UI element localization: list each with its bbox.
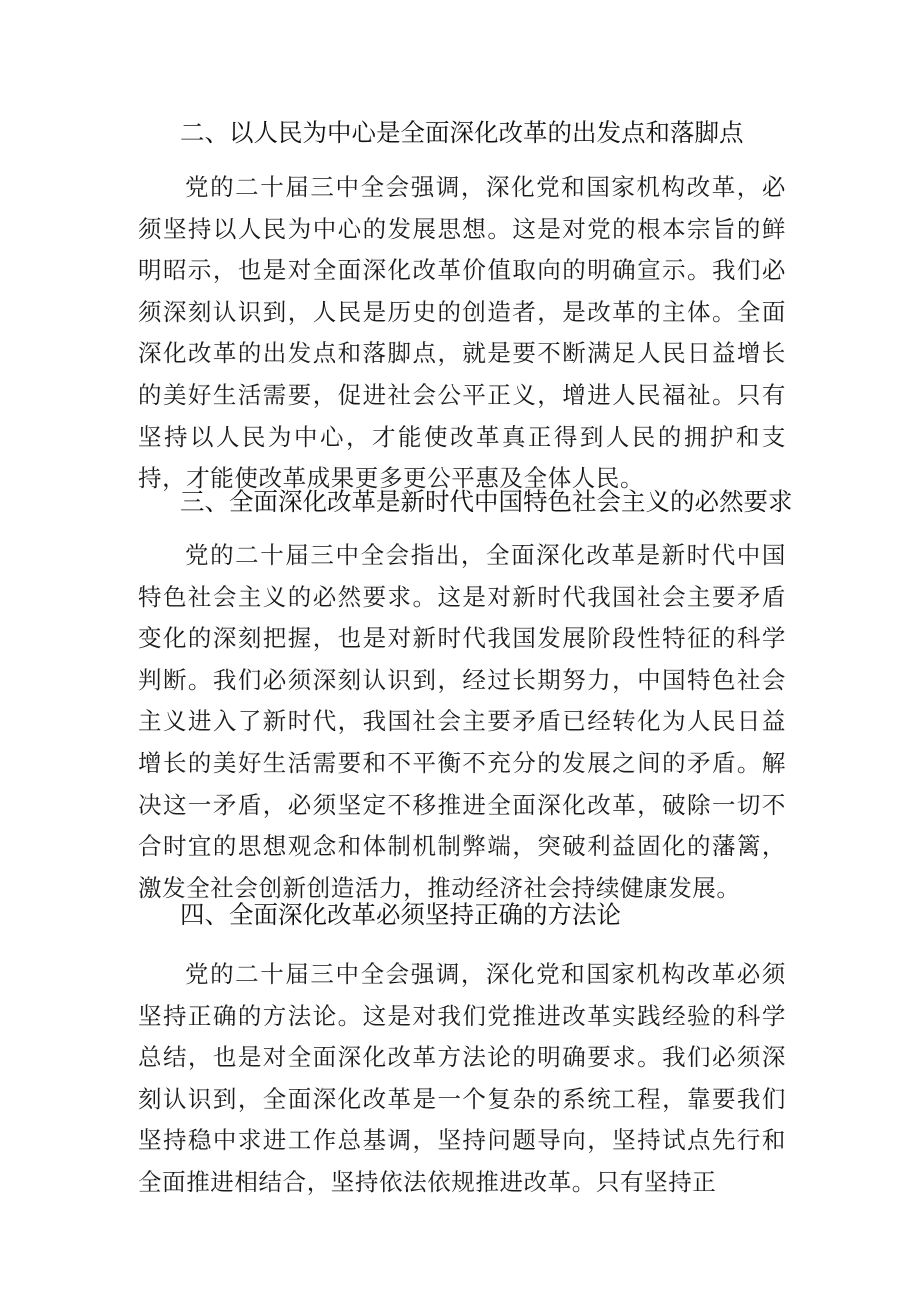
section-heading-2: 二、以人民为中心是全面深化改革的出发点和落脚点 — [180, 118, 744, 147]
section-paragraph-2: 党的二十届三中全会强调，深化党和国家机构改革，必须坚持以人民为中心的发展思想。这是对党的根本宗旨的鲜明昭示，也是对全面深化改革价值取向的明确宣示。我们必须深刻认识到，人民是历史的创造者，是改革的主体。全面深化改革的出发点和落脚点，就是要不断满足人民日益增长的美好生活需要，促进社会公平正义，增进人民福祉。只有坚持以人民为中心，才能使改革真正得到人民的拥护和支持，才能使改革成果更多更公平惠及全体人民。 — [138, 173, 786, 493]
section-paragraph-3: 党的二十届三中全会指出，全面深化改革是新时代中国特色社会主义的必然要求。这是对新时代我国社会主要矛盾变化的深刻把握，也是对新时代我国发展阶段性特征的科学判断。我们必须深刻认识到，经过长期努力，中国特色社会主义进入了新时代，我国社会主要矛盾已经转化为人民日益增长的美好生活需要和不平衡不充分的发展之间的矛盾。解决这一矛盾，必须坚定不移推进全面深化改革，破除一切不合时宜的思想观念和体制机制弊端，突破利益固化的藩篱，激发全社会创新创造活力，推动经济社会持续健康发展。 — [138, 541, 786, 902]
section-heading-4: 四、全面深化改革必须坚持正确的方法论 — [180, 900, 621, 929]
section-heading-3: 三、全面深化改革是新时代中国特色社会主义的必然要求 — [180, 487, 793, 516]
section-paragraph-4: 党的二十届三中全会强调，深化党和国家机构改革必须坚持正确的方法论。这是对我们党推进改革实践经验的科学总结，也是对全面深化改革方法论的明确要求。我们必须深刻认识到，全面深化改革是一个复杂的系统工程，靠要我们坚持稳中求进工作总基调，坚持问题导向，坚持试点先行和全面推进相结合，坚持依法依规推进改革。只有坚持正 — [138, 960, 786, 1196]
